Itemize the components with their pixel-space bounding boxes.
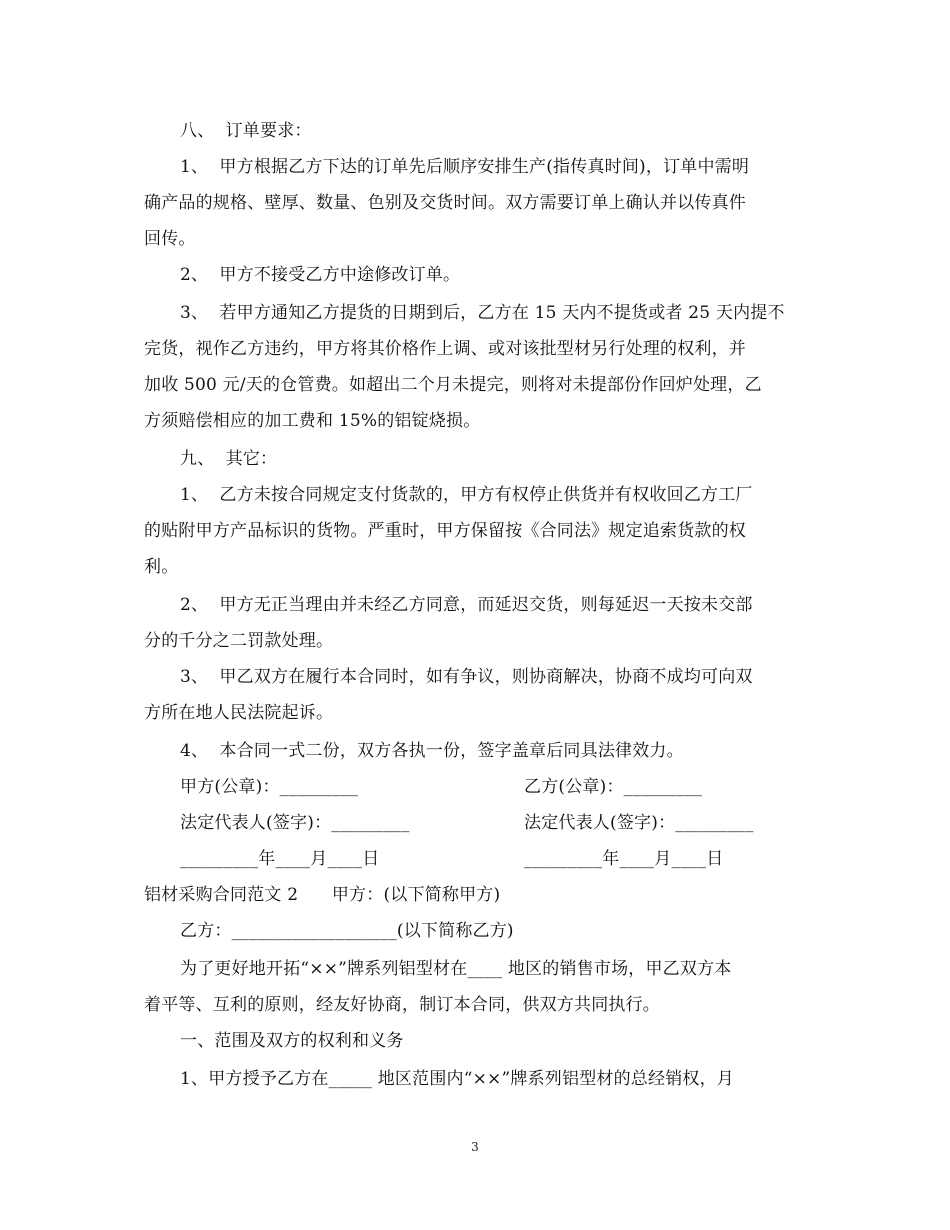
- party-a-date-field: _________年____月____日: [180, 849, 380, 869]
- party-b-seal-field: 乙方(公章)：_________: [524, 777, 702, 797]
- paragraph-line: 方所在地人民法院起诉。: [144, 703, 334, 723]
- paragraph-line: 确产品的规格、壁厚、数量、色别及交货时间。双方需要订单上确认并以传真件: [144, 193, 746, 213]
- paragraph-line: 1、 乙方未按合同规定支付货款的，甲方有权停止供货并有权收回乙方工厂: [180, 485, 753, 505]
- party-b-date-field: _________年____月____日: [524, 849, 724, 869]
- paragraph-line: 分的千分之二罚款处理。: [144, 631, 334, 651]
- paragraph-line: 2、 甲方不接受乙方中途修改订单。: [180, 265, 461, 285]
- paragraph-line: 方须赔偿相应的加工费和 15%的铝锭烧损。: [144, 411, 481, 431]
- party-b-line: 乙方：___________________(以下简称乙方): [180, 921, 514, 941]
- paragraph-line: 3、 甲乙双方在履行本合同时，如有争议，则协商解决，协商不成均可向双: [180, 667, 753, 687]
- paragraph-line: 4、 本合同一式二份，双方各执一份，签字盖章后同具法律效力。: [180, 741, 684, 761]
- paragraph-line: 完货，视作乙方违约，甲方将其价格作上调、或对该批型材另行处理的权利，并: [144, 339, 746, 359]
- paragraph-line: 1、 甲方根据乙方下达的订单先后顺序安排生产(指传真时间)，订单中需明: [180, 157, 750, 177]
- paragraph-line: 3、 若甲方通知乙方提货的日期到后，乙方在 15 天内不提货或者 25 天内提不: [180, 303, 785, 323]
- section-heading-1: 一、范围及双方的权利和义务: [180, 1031, 404, 1051]
- party-a-seal-field: 甲方(公章)：_________: [180, 777, 358, 797]
- paragraph-line: 的贴附甲方产品标识的货物。严重时，甲方保留按《合同法》规定追索货款的权: [144, 521, 746, 541]
- paragraph-line: 回传。: [144, 229, 196, 249]
- paragraph-line: 着平等、互利的原则，经友好协商，制订本合同，供双方共同执行。: [144, 995, 660, 1015]
- second-contract-title: 铝材采购合同范文 2 甲方：(以下简称甲方): [144, 885, 501, 905]
- party-b-representative-field: 法定代表人(签字)：_________: [524, 813, 754, 833]
- paragraph-line: 1、甲方授予乙方在_____ 地区范围内“××”牌系列铝型材的总经销权，月: [180, 1069, 734, 1089]
- party-a-representative-field: 法定代表人(签字)：_________: [180, 813, 410, 833]
- section-heading-9: 九、 其它：: [180, 449, 278, 469]
- page-number: 3: [471, 1140, 479, 1154]
- paragraph-line: 2、 甲方无正当理由并未经乙方同意，而延迟交货，则每延迟一天按未交部: [180, 595, 753, 615]
- paragraph-line: 加收 500 元/天的仓管费。如超出二个月未提完，则将对未提部份作回炉处理，乙: [144, 375, 762, 395]
- paragraph-line: 利。: [144, 557, 179, 577]
- paragraph-line: 为了更好地开拓“××”牌系列铝型材在____ 地区的销售市场，甲乙双方本: [180, 959, 732, 979]
- section-heading-8: 八、 订单要求：: [180, 121, 312, 141]
